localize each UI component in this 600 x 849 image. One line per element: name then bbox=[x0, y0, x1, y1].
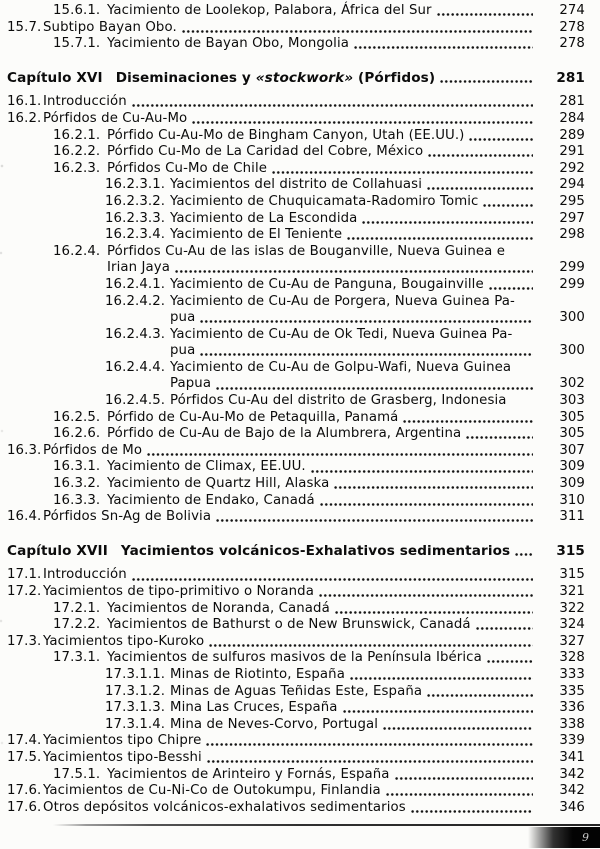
toc-entry bbox=[0, 459, 600, 476]
toc-entry-number: 16.2.2. bbox=[53, 144, 101, 160]
toc-entry-number: 17.3.1.1. bbox=[105, 666, 166, 682]
toc-page-number: 309 bbox=[559, 459, 585, 475]
toc-entry bbox=[0, 493, 600, 510]
toc-entry bbox=[0, 20, 600, 37]
toc-leader-dots bbox=[489, 286, 533, 291]
toc-entry bbox=[0, 543, 600, 560]
toc-entry bbox=[0, 634, 600, 651]
toc-entry bbox=[0, 177, 600, 194]
toc-page-number: 305 bbox=[559, 409, 585, 425]
toc-entry-title bbox=[170, 277, 484, 294]
toc-page-number: 302 bbox=[559, 376, 585, 392]
toc-entry-title bbox=[170, 294, 515, 311]
toc-page-number: 303 bbox=[559, 393, 585, 409]
toc-entry-number: 16.2.3. bbox=[53, 160, 101, 176]
toc-leader-dots bbox=[428, 153, 533, 158]
toc-leader-dots bbox=[343, 709, 533, 714]
toc-entry-number: 16.2.4.5. bbox=[105, 393, 166, 409]
footer-page-number: 9 bbox=[582, 831, 589, 844]
toc-entry-title-text: Mina de Neves-Corvo, Portugal bbox=[170, 716, 379, 732]
toc-entry-number: 16.2.4.2. bbox=[105, 293, 166, 309]
toc-leader-dots bbox=[354, 45, 533, 50]
toc-entry-number: 16.2.4. bbox=[53, 243, 101, 259]
toc-entry bbox=[0, 128, 600, 145]
toc-entry-title-text: Yacimientos tipo Chipre bbox=[43, 733, 202, 749]
toc-entry-title bbox=[107, 426, 461, 443]
toc-leader-dots bbox=[182, 29, 533, 34]
toc-leader-dots bbox=[395, 776, 533, 781]
toc-entry-number: 17.3.1.3. bbox=[105, 700, 166, 716]
toc-entry-title bbox=[107, 493, 315, 510]
toc-list bbox=[0, 3, 600, 816]
toc-entry-title bbox=[170, 194, 478, 211]
toc-entry-title-text: Yacimiento de Loolekop, Palabora, África del Sur bbox=[107, 3, 432, 18]
toc-entry bbox=[0, 144, 600, 161]
toc-entry bbox=[0, 161, 600, 178]
toc-page-number: 307 bbox=[559, 442, 585, 458]
toc-entry-title-text: Pórfidos Cu-Au de las islas de Bouganville, Nueva Guinea e bbox=[107, 243, 506, 259]
toc-entry-title bbox=[121, 543, 510, 560]
toc-leader-dots bbox=[427, 693, 533, 698]
toc-page-number: 300 bbox=[559, 343, 585, 359]
toc-page-number: 333 bbox=[559, 666, 585, 682]
toc-entry-number: 16.2.3.2. bbox=[105, 193, 166, 209]
toc-page-number: 311 bbox=[559, 509, 585, 525]
toc-entry-title-text: Yacimientos tipo-Kuroko bbox=[43, 633, 205, 649]
toc-entry-title bbox=[107, 459, 306, 476]
toc-page-number: 295 bbox=[559, 193, 585, 209]
toc-entry-number: 16.2.1. bbox=[53, 127, 101, 143]
toc-entry-title bbox=[43, 584, 314, 601]
toc-leader-dots bbox=[335, 610, 533, 615]
toc-leader-dots bbox=[209, 643, 533, 648]
toc-page-number: 298 bbox=[559, 227, 585, 243]
toc-entry-title-text: Pórfidos de Cu-Au-Mo bbox=[43, 110, 188, 126]
toc-entry-number: 17.6. bbox=[7, 799, 42, 815]
toc-entry-number: 17.3. bbox=[7, 633, 42, 649]
toc-entry-number: Capítulo XVI bbox=[7, 69, 103, 86]
toc-entry bbox=[0, 783, 600, 800]
toc-leader-dots bbox=[216, 386, 533, 391]
toc-entry-title-continuation-text: pua bbox=[170, 343, 196, 359]
toc-entry bbox=[0, 509, 600, 526]
toc-entry bbox=[0, 244, 600, 261]
toc-entry bbox=[0, 36, 600, 53]
toc-entry bbox=[0, 767, 600, 784]
toc-entry-title bbox=[43, 733, 201, 750]
toc-leader-dots bbox=[206, 742, 533, 747]
footer-rule bbox=[53, 824, 600, 826]
toc-page-number: 299 bbox=[559, 260, 585, 276]
toc-entry-number: 17.6. bbox=[7, 783, 42, 799]
toc-entry bbox=[0, 684, 600, 701]
toc-entry-title-continuation-text: Papua bbox=[170, 376, 212, 392]
toc-entry-title-text: Pórfidos de Mo bbox=[43, 442, 143, 458]
toc-entry-title-text: Yacimientos del distrito de Collahuasi bbox=[170, 177, 422, 193]
toc-entry-number: 15.6.1. bbox=[53, 3, 101, 18]
toc-entry-title-part: Yacimientos volcánicos-Exhalativos sedimentarios bbox=[120, 542, 511, 559]
toc-page-number: 327 bbox=[559, 633, 585, 649]
toc-leader-dots bbox=[334, 485, 533, 490]
toc-entry-title bbox=[43, 800, 406, 817]
toc-entry-number: 16.4. bbox=[7, 509, 42, 525]
toc-entry-title-text: Yacimientos tipo-Besshi bbox=[43, 749, 202, 765]
toc-entry-title-text: Yacimiento de Quartz Hill, Alaska bbox=[107, 476, 330, 492]
toc-entry-title-part: (Pórfidos) bbox=[353, 69, 436, 86]
toc-leader-dots bbox=[192, 120, 533, 125]
toc-entry-title bbox=[170, 393, 507, 410]
toc-entry-title-text: Yacimiento de Bayan Obo, Mongolia bbox=[107, 36, 350, 52]
toc-entry-title bbox=[43, 509, 211, 526]
toc-page-number: 274 bbox=[559, 3, 585, 18]
toc-entry-title bbox=[107, 144, 423, 161]
toc-entry-title-text: Yacimiento de Cu-Au de Golpu-Wafi, Nueva Guinea bbox=[170, 359, 512, 375]
toc-page-number: 299 bbox=[559, 276, 585, 292]
toc-page-number: 335 bbox=[559, 683, 585, 699]
toc-entry-number: 17.4. bbox=[7, 733, 42, 749]
toc-page-number: 289 bbox=[559, 127, 585, 143]
toc-entry-title-text: Yacimiento de Cu-Au de Ok Tedi, Nueva Guinea Pa- bbox=[170, 326, 513, 342]
toc-page-number: 321 bbox=[559, 584, 585, 599]
toc-leader-dots bbox=[132, 577, 533, 582]
toc-page-number: 292 bbox=[559, 160, 585, 176]
toc-entry-title bbox=[43, 94, 127, 111]
toc-page-number: 281 bbox=[559, 94, 585, 110]
toc-leader-dots bbox=[200, 319, 533, 324]
toc-entry bbox=[0, 277, 600, 294]
toc-entry-title-text: Mina Las Cruces, España bbox=[170, 700, 338, 716]
toc-entry-number: 17.2. bbox=[7, 584, 42, 599]
toc-page-number: 324 bbox=[559, 617, 585, 633]
toc-entry-title bbox=[170, 700, 338, 717]
toc-entry-number: 16.3.2. bbox=[53, 476, 101, 492]
toc-entry-number: 16.3. bbox=[7, 442, 42, 458]
toc-leader-dots bbox=[515, 552, 533, 557]
toc-entry-title bbox=[107, 767, 390, 784]
toc-entry bbox=[0, 360, 600, 377]
toc-entry bbox=[0, 426, 600, 443]
toc-entry-title-text: Subtipo Bayan Obo. bbox=[43, 19, 177, 35]
toc-entry-title-text: Minas de Aguas Teñidas Este, España bbox=[170, 683, 423, 699]
toc-page-number: 278 bbox=[559, 19, 585, 35]
toc-entry bbox=[0, 410, 600, 427]
toc-entry bbox=[0, 476, 600, 493]
toc-entry-title bbox=[107, 601, 330, 618]
toc-entry-number: 16.2.4.4. bbox=[105, 359, 166, 375]
toc-entry-continuation bbox=[0, 310, 600, 327]
toc-entry-title-text: Yacimiento de El Teniente bbox=[170, 227, 343, 243]
toc-entry bbox=[0, 3, 600, 20]
toc-entry-number: 17.5.1. bbox=[53, 766, 101, 782]
toc-entry-continuation bbox=[0, 260, 600, 277]
toc-leader-dots bbox=[483, 203, 533, 208]
toc-leader-dots bbox=[175, 269, 533, 274]
toc-page-number: 297 bbox=[559, 210, 585, 226]
toc-leader-dots bbox=[200, 352, 533, 357]
toc-entry-number: 17.2.1. bbox=[53, 600, 101, 616]
toc-entry bbox=[0, 111, 600, 128]
toc-page-number: 305 bbox=[559, 426, 585, 442]
toc-entry-title bbox=[43, 111, 187, 128]
toc-leader-dots bbox=[411, 809, 533, 814]
toc-entry-title-text: Yacimientos de tipo-primitivo o Noranda bbox=[43, 584, 314, 599]
toc-entry bbox=[0, 327, 600, 344]
toc-leader-dots bbox=[476, 626, 533, 631]
toc-leader-dots bbox=[147, 452, 533, 457]
toc-entry-number: 16.1. bbox=[7, 94, 42, 110]
toc-leader-dots bbox=[466, 435, 533, 440]
toc-entry-title bbox=[116, 70, 435, 87]
toc-leader-dots bbox=[437, 12, 533, 17]
toc-entry-title bbox=[107, 244, 505, 261]
toc-leader-dots bbox=[320, 502, 533, 507]
toc-entry-number: 16.2.4.3. bbox=[105, 326, 166, 342]
toc-entry-title-text: Otros depósitos volcánicos-exhalativos sedimentarios bbox=[43, 799, 406, 815]
toc-entry bbox=[0, 750, 600, 767]
toc-entry-title bbox=[107, 36, 349, 53]
toc-entry-title bbox=[107, 3, 432, 20]
toc-entry-number: 16.3.3. bbox=[53, 492, 101, 508]
toc-leader-dots bbox=[386, 792, 533, 797]
toc-entry-number: 15.7.1. bbox=[53, 36, 101, 52]
toc-entry-title-text: Yacimiento de La Escondida bbox=[170, 210, 358, 226]
toc-entry-title-text: Yacimiento de Cu-Au de Porgera, Nueva Guinea Pa- bbox=[170, 293, 515, 309]
toc-entry-number: 16.3.1. bbox=[53, 459, 101, 475]
toc-entry bbox=[0, 733, 600, 750]
toc-entry bbox=[0, 584, 600, 601]
toc-entry-title bbox=[107, 128, 464, 145]
toc-entry-title-text: Pórfidos Sn-Ag de Bolivia bbox=[43, 509, 212, 525]
toc-entry-continuation bbox=[0, 376, 600, 393]
toc-page-number: 322 bbox=[559, 600, 585, 616]
toc-page-number: 291 bbox=[559, 144, 585, 160]
toc-page-number: 341 bbox=[559, 749, 585, 765]
toc-leader-dots bbox=[383, 726, 533, 731]
toc-leader-dots bbox=[207, 759, 533, 764]
toc-leader-dots bbox=[487, 659, 533, 664]
toc-entry bbox=[0, 443, 600, 460]
toc-entry-title-text: Pórfido Cu-Mo de La Caridad del Cobre, México bbox=[107, 144, 424, 160]
toc-entry-continuation bbox=[0, 343, 600, 360]
toc-leader-dots bbox=[440, 79, 533, 84]
toc-entry-title-text: Pórfidos Cu-Au del distrito de Grasberg, Indonesia bbox=[170, 393, 507, 409]
toc-entry bbox=[0, 94, 600, 111]
toc-entry-number: 16.2.3.4. bbox=[105, 227, 166, 243]
toc-entry-title-text: Yacimiento de Climax, EE.UU. bbox=[107, 459, 306, 475]
toc-entry-title bbox=[107, 650, 482, 667]
toc-entry-title-text: Pórfidos Cu-Mo de Chile bbox=[107, 160, 268, 176]
toc-entry-number: 17.3.1. bbox=[53, 650, 101, 666]
toc-entry-title-text: Pórfido Cu-Au-Mo de Bingham Canyon, Utah (EE.UU.) bbox=[107, 127, 465, 143]
toc-entry bbox=[0, 294, 600, 311]
toc-leader-dots bbox=[311, 469, 533, 474]
toc-entry-title-continuation-text: pua bbox=[170, 310, 196, 326]
toc-entry-title bbox=[107, 161, 267, 178]
toc-page-number: 338 bbox=[559, 716, 585, 732]
toc-entry-title bbox=[170, 227, 342, 244]
toc-leader-dots bbox=[216, 518, 533, 523]
toc-entry bbox=[0, 667, 600, 684]
toc-leader-dots bbox=[132, 103, 533, 108]
toc-entry bbox=[0, 601, 600, 618]
toc-entry-title bbox=[43, 783, 381, 800]
toc-entry-title bbox=[170, 211, 357, 228]
toc-entry bbox=[0, 393, 600, 410]
toc-entry bbox=[0, 617, 600, 634]
toc-entry-number: 17.1. bbox=[7, 567, 42, 583]
toc-entry-title-text: Yacimiento de Endako, Canadá bbox=[107, 492, 315, 508]
toc-entry-title-text: Introducción bbox=[43, 94, 127, 110]
toc-page-number: 346 bbox=[559, 799, 585, 815]
toc-page-number: 315 bbox=[559, 567, 585, 583]
toc-leader-dots bbox=[512, 402, 533, 407]
toc-entry-title-text: Yacimientos de Cu-Ni-Co de Outokumpu, Finlandia bbox=[43, 783, 381, 799]
toc-leader-dots bbox=[403, 419, 533, 424]
toc-entry bbox=[0, 70, 600, 87]
toc-entry-title-continuation-text: Irian Jaya bbox=[107, 260, 170, 276]
toc-entry bbox=[0, 700, 600, 717]
toc-page-number: 342 bbox=[559, 766, 585, 782]
toc-entry-number: 16.2. bbox=[7, 110, 42, 126]
toc-entry-title bbox=[107, 617, 471, 634]
toc-page-number: 339 bbox=[559, 733, 585, 749]
toc-entry-title-text: Pórfido de Cu-Au de Bajo de la Alumbrera, Argentina bbox=[107, 426, 462, 442]
toc-entry-title bbox=[43, 20, 177, 37]
toc-entry-title-italic: «stockwork» bbox=[255, 69, 354, 86]
toc-entry-title-text: Yacimientos de Noranda, Canadá bbox=[107, 600, 330, 616]
toc-entry-number: Capítulo XVII bbox=[7, 542, 108, 559]
toc-leader-dots bbox=[362, 220, 533, 225]
toc-entry-title bbox=[43, 567, 127, 584]
toc-entry-title-part: Diseminaciones y bbox=[115, 69, 256, 86]
toc-entry bbox=[0, 227, 600, 244]
toc-entry-number: 17.2.2. bbox=[53, 617, 101, 633]
toc-entry bbox=[0, 567, 600, 584]
toc-entry bbox=[0, 211, 600, 228]
toc-leader-dots bbox=[319, 593, 533, 598]
toc-entry-title bbox=[170, 177, 422, 194]
toc-leader-dots bbox=[350, 676, 533, 681]
toc-page-number: 294 bbox=[559, 177, 585, 193]
toc-entry-title bbox=[170, 717, 378, 734]
toc-entry-title bbox=[170, 327, 512, 344]
toc-leader-dots bbox=[272, 170, 533, 175]
toc-leader-dots bbox=[347, 236, 533, 241]
toc-entry-title bbox=[170, 360, 511, 377]
toc-page-number: 281 bbox=[556, 69, 585, 86]
toc-entry-title bbox=[43, 750, 202, 767]
toc-leader-dots bbox=[427, 186, 533, 191]
scan-artifacts bbox=[0, 0, 2, 2]
toc-entry-title bbox=[170, 684, 422, 701]
toc-entry bbox=[0, 650, 600, 667]
footer-tab bbox=[528, 827, 600, 848]
toc-entry-title-text: Pórfido de Cu-Au-Mo de Petaquilla, Panamá bbox=[107, 409, 399, 425]
toc-entry-number: 17.5. bbox=[7, 749, 42, 765]
toc-entry bbox=[0, 717, 600, 734]
toc-entry bbox=[0, 194, 600, 211]
toc-page-number: 310 bbox=[559, 492, 585, 508]
toc-entry-title bbox=[43, 634, 204, 651]
toc-entry-title bbox=[107, 410, 398, 427]
toc-entry-title-text: Yacimientos de Bathurst o de New Brunswick, Canadá bbox=[107, 617, 471, 633]
toc-page-number: 328 bbox=[559, 650, 585, 666]
toc-leader-dots bbox=[469, 137, 533, 142]
toc-page-number: 300 bbox=[559, 310, 585, 326]
toc-page-number: 284 bbox=[559, 110, 585, 126]
toc-entry-title-text: Yacimiento de Chuquicamata-Radomiro Tomic bbox=[170, 193, 479, 209]
toc-entry-number: 16.2.5. bbox=[53, 409, 101, 425]
toc-entry-title-text: Yacimientos de sulfuros masivos de la Península Ibérica bbox=[107, 650, 482, 666]
toc-entry-title bbox=[107, 476, 329, 493]
toc-entry-number: 17.3.1.4. bbox=[105, 716, 166, 732]
toc-page-number: 336 bbox=[559, 700, 585, 716]
toc-entry-number: 16.2.3.3. bbox=[105, 210, 166, 226]
toc-entry-number: 16.2.3.1. bbox=[105, 177, 166, 193]
toc-page-number: 342 bbox=[559, 783, 585, 799]
toc-entry-title-text: Minas de Riotinto, España bbox=[170, 666, 345, 682]
toc-page-number: 278 bbox=[559, 36, 585, 52]
toc-entry bbox=[0, 800, 600, 817]
toc-page-number: 309 bbox=[559, 476, 585, 492]
toc-entry-number: 16.2.4.1. bbox=[105, 276, 166, 292]
toc-page-number: 315 bbox=[556, 542, 585, 559]
toc-entry-title bbox=[43, 443, 142, 460]
toc-entry-number: 16.2.6. bbox=[53, 426, 101, 442]
toc-entry-title bbox=[170, 667, 345, 684]
toc-entry-number: 17.3.1.2. bbox=[105, 683, 166, 699]
toc-entry-title-text: Yacimientos de Arinteiro y Fornás, España bbox=[107, 766, 390, 782]
toc-entry-title-text: Introducción bbox=[43, 567, 127, 583]
toc-entry-title-text: Yacimiento de Cu-Au de Panguna, Bougainville bbox=[170, 276, 484, 292]
toc-entry-number: 15.7. bbox=[7, 19, 42, 35]
